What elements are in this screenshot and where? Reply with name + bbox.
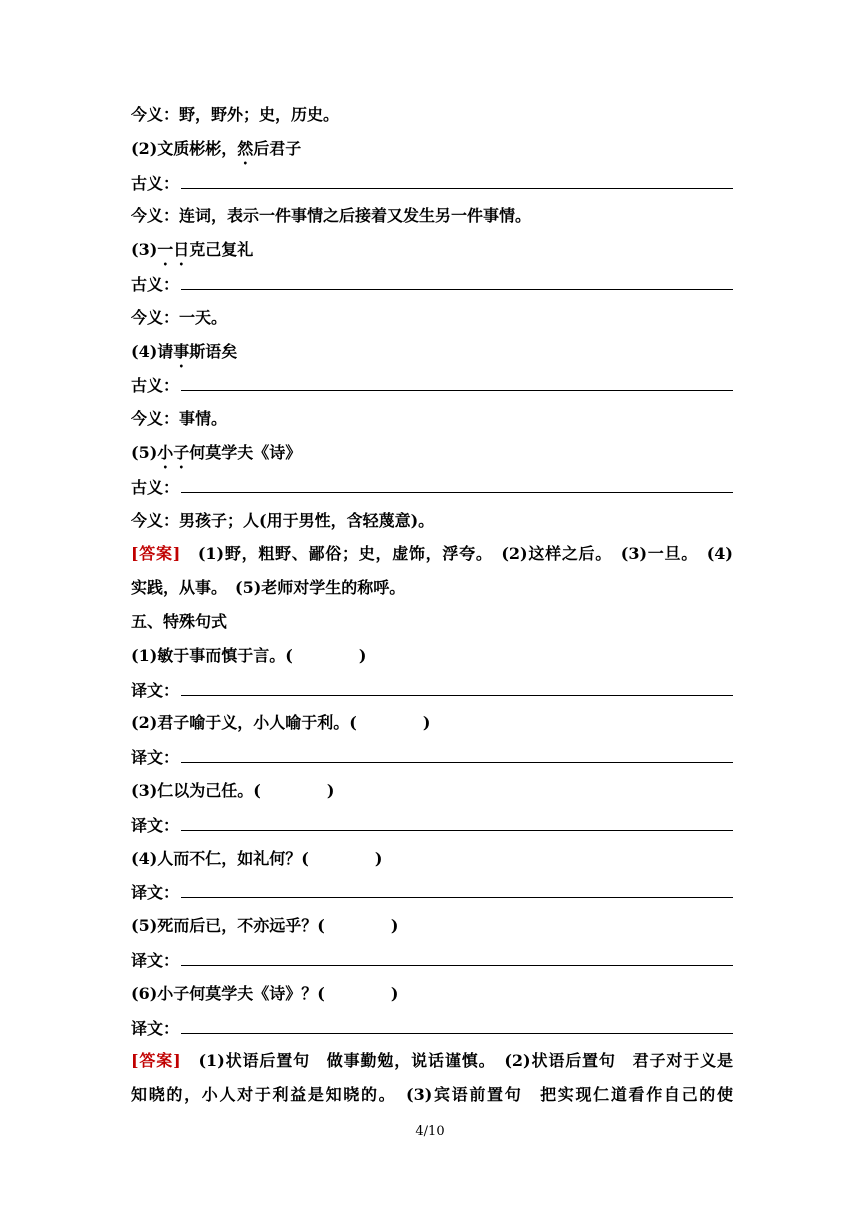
item-line: (2)文质彬彬，然后君子 [131,138,302,158]
question-line: (1)敏于事而慎于言。( ) [131,645,367,665]
text-line: 今义：男孩子；人(用于男性，含轻蔑意)。 [131,510,435,530]
answer-line: [答案] (1)野，粗野、鄙俗；史，虚饰，浮夸。 (2)这样之后。 (3)一旦。 (4) [131,544,733,564]
blank-line: 译文： [131,673,733,707]
translation-blank[interactable] [181,673,733,696]
answer-blank[interactable] [181,470,733,493]
emphasis-word: 一日 [157,240,190,260]
text-line: 今义：事情。 [131,409,228,429]
question-line: (5)死而后已，不亦远乎？( ) [131,916,399,936]
blank-line: 译文： [131,1011,733,1045]
text-line: 今义：连词，表示一件事情之后接着又发生另一件事情。 [131,206,532,226]
blank-line: 古义： [131,166,733,200]
answer-tag: [答案] [131,544,181,564]
question-line: (3)仁以为己任。( ) [131,780,335,800]
question-line: (6)小子何莫学夫《诗》？( ) [131,983,399,1003]
section-heading: 五、特殊句式 [131,611,228,631]
answer-line: [答案] (1)状语后置句 做事勤勉，说话谨慎。 (2)状语后置句 君子对于义是 [131,1051,733,1071]
page-content [131,98,733,1112]
emphasis-word: 事 [173,341,190,361]
answer-blank[interactable] [181,166,733,189]
blank-line: 译文： [131,875,733,909]
blank-line: 古义： [131,267,733,301]
blank-line: 译文： [131,808,733,842]
blank-line: 译文： [131,943,733,977]
question-line: (2)君子喻于义，小人喻于利。( ) [131,713,431,733]
emphasis-word: 小子 [157,442,190,462]
translation-blank[interactable] [181,875,733,898]
translation-blank[interactable] [181,808,733,831]
answer-blank[interactable] [181,368,733,391]
blank-line: 译文： [131,740,733,774]
translation-blank[interactable] [181,740,733,763]
emphasis-word: 然 [237,138,254,158]
question-line: (4)人而不仁，如礼何？( ) [131,848,383,868]
translation-blank[interactable] [181,943,733,966]
answer-line: 知晓的，小人对于利益是知晓的。 (3)宾语前置句 把实现仁道看作自己的使 [131,1085,733,1105]
blank-line: 古义： [131,368,733,402]
item-line: (5)小子何莫学夫《诗》 [131,442,302,462]
item-line: (4)请事斯语矣 [131,341,238,361]
answer-line: 实践，从事。 (5)老师对学生的称呼。 [131,578,406,598]
answer-blank[interactable] [181,267,733,290]
answer-tag: [答案] [131,1051,181,1071]
page-number: 4/10 [415,1124,445,1139]
item-line: (3)一日克己复礼 [131,240,254,260]
blank-line: 古义： [131,470,733,504]
text-line: 今义：一天。 [131,307,228,327]
text-line: 今义：野，野外；史，历史。 [131,105,340,124]
translation-blank[interactable] [181,1011,733,1034]
